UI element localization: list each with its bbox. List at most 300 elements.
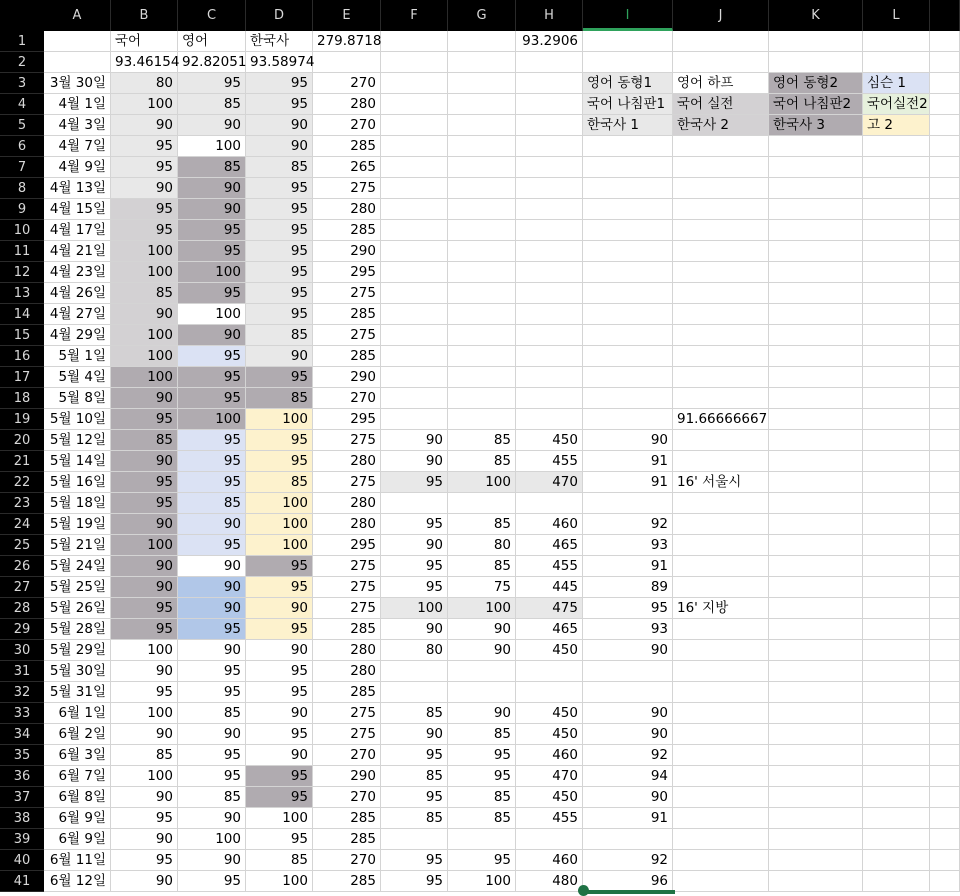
cell-j29[interactable] (673, 619, 769, 640)
cell-b9[interactable]: 95 (111, 199, 178, 220)
cell-overflow[interactable] (930, 766, 960, 787)
cell-h4[interactable] (516, 94, 583, 115)
cell-h33[interactable]: 450 (516, 703, 583, 724)
cell-b24[interactable]: 90 (111, 514, 178, 535)
cell-b5[interactable]: 90 (111, 115, 178, 136)
cell-i7[interactable] (583, 157, 673, 178)
cell-k41[interactable] (769, 871, 863, 892)
cell-h38[interactable]: 455 (516, 808, 583, 829)
cell-i34[interactable]: 90 (583, 724, 673, 745)
row-header[interactable]: 26 (0, 556, 44, 577)
cell-overflow[interactable] (930, 31, 960, 52)
cell-j35[interactable] (673, 745, 769, 766)
cell-i37[interactable]: 90 (583, 787, 673, 808)
row-header[interactable]: 39 (0, 829, 44, 850)
cell-a28[interactable]: 5월 26일 (44, 598, 111, 619)
cell-c19[interactable]: 100 (178, 409, 246, 430)
cell-d16[interactable]: 90 (246, 346, 313, 367)
row-header[interactable]: 23 (0, 493, 44, 514)
cell-j23[interactable] (673, 493, 769, 514)
cell-d32[interactable]: 95 (246, 682, 313, 703)
cell-g37[interactable]: 85 (448, 787, 516, 808)
cell-overflow[interactable] (930, 199, 960, 220)
cell-k37[interactable] (769, 787, 863, 808)
cell-overflow[interactable] (930, 703, 960, 724)
cell-k24[interactable] (769, 514, 863, 535)
cell-f37[interactable]: 95 (381, 787, 448, 808)
cell-f29[interactable]: 90 (381, 619, 448, 640)
cell-e12[interactable]: 295 (313, 262, 381, 283)
cell-b2[interactable]: 93.46154 (111, 52, 178, 73)
cell-c38[interactable]: 90 (178, 808, 246, 829)
cell-i17[interactable] (583, 367, 673, 388)
row-header[interactable]: 7 (0, 157, 44, 178)
cell-j6[interactable] (673, 136, 769, 157)
cell-h3[interactable] (516, 73, 583, 94)
cell-k30[interactable] (769, 640, 863, 661)
cell-h17[interactable] (516, 367, 583, 388)
cell-g22[interactable]: 100 (448, 472, 516, 493)
cell-e40[interactable]: 270 (313, 850, 381, 871)
cell-e8[interactable]: 275 (313, 178, 381, 199)
row-header[interactable]: 31 (0, 661, 44, 682)
row-header[interactable]: 6 (0, 136, 44, 157)
cell-f7[interactable] (381, 157, 448, 178)
cell-b13[interactable]: 85 (111, 283, 178, 304)
cell-i29[interactable]: 93 (583, 619, 673, 640)
row-header[interactable]: 21 (0, 451, 44, 472)
cell-f15[interactable] (381, 325, 448, 346)
cell-e15[interactable]: 275 (313, 325, 381, 346)
cell-a10[interactable]: 4월 17일 (44, 220, 111, 241)
cell-b14[interactable]: 90 (111, 304, 178, 325)
cell-h37[interactable]: 450 (516, 787, 583, 808)
cell-d1[interactable]: 한국사 (246, 31, 313, 52)
row-header[interactable]: 41 (0, 871, 44, 892)
cell-f6[interactable] (381, 136, 448, 157)
cell-a37[interactable]: 6월 8일 (44, 787, 111, 808)
cell-f4[interactable] (381, 94, 448, 115)
cell-j28[interactable]: 16' 지방 (673, 598, 769, 619)
cell-d2[interactable]: 93.58974 (246, 52, 313, 73)
row-header[interactable]: 36 (0, 766, 44, 787)
cell-i2[interactable] (583, 52, 673, 73)
cell-b41[interactable]: 90 (111, 871, 178, 892)
cell-b6[interactable]: 95 (111, 136, 178, 157)
cell-g8[interactable] (448, 178, 516, 199)
cell-l2[interactable] (863, 52, 930, 73)
cell-c5[interactable]: 90 (178, 115, 246, 136)
cell-i26[interactable]: 91 (583, 556, 673, 577)
cell-f18[interactable] (381, 388, 448, 409)
column-header-e[interactable]: E (313, 0, 381, 31)
cell-a22[interactable]: 5월 16일 (44, 472, 111, 493)
cell-c4[interactable]: 85 (178, 94, 246, 115)
cell-d10[interactable]: 95 (246, 220, 313, 241)
row-header[interactable]: 35 (0, 745, 44, 766)
cell-g19[interactable] (448, 409, 516, 430)
cell-h31[interactable] (516, 661, 583, 682)
cell-h7[interactable] (516, 157, 583, 178)
cell-f28[interactable]: 100 (381, 598, 448, 619)
cell-e29[interactable]: 285 (313, 619, 381, 640)
cell-a35[interactable]: 6월 3일 (44, 745, 111, 766)
cell-d29[interactable]: 95 (246, 619, 313, 640)
cell-overflow[interactable] (930, 367, 960, 388)
cell-d34[interactable]: 95 (246, 724, 313, 745)
cell-h14[interactable] (516, 304, 583, 325)
cell-a5[interactable]: 4월 3일 (44, 115, 111, 136)
cell-g13[interactable] (448, 283, 516, 304)
cell-c34[interactable]: 90 (178, 724, 246, 745)
cell-b4[interactable]: 100 (111, 94, 178, 115)
cell-a9[interactable]: 4월 15일 (44, 199, 111, 220)
cell-l10[interactable] (863, 220, 930, 241)
cell-b34[interactable]: 90 (111, 724, 178, 745)
cell-overflow[interactable] (930, 808, 960, 829)
cell-i38[interactable]: 91 (583, 808, 673, 829)
cell-overflow[interactable] (930, 346, 960, 367)
cell-j17[interactable] (673, 367, 769, 388)
cell-c15[interactable]: 90 (178, 325, 246, 346)
cell-k13[interactable] (769, 283, 863, 304)
cell-f31[interactable] (381, 661, 448, 682)
cell-f38[interactable]: 85 (381, 808, 448, 829)
cell-overflow[interactable] (930, 451, 960, 472)
cell-overflow[interactable] (930, 262, 960, 283)
cell-overflow[interactable] (930, 220, 960, 241)
cell-k34[interactable] (769, 724, 863, 745)
cell-overflow[interactable] (930, 52, 960, 73)
cell-overflow[interactable] (930, 73, 960, 94)
cell-f17[interactable] (381, 367, 448, 388)
cell-e1[interactable]: 279.8718 (313, 31, 381, 52)
cell-b23[interactable]: 95 (111, 493, 178, 514)
cell-c26[interactable]: 90 (178, 556, 246, 577)
cell-l20[interactable] (863, 430, 930, 451)
cell-d35[interactable]: 90 (246, 745, 313, 766)
cell-c11[interactable]: 95 (178, 241, 246, 262)
cell-k25[interactable] (769, 535, 863, 556)
cell-l13[interactable] (863, 283, 930, 304)
cell-b30[interactable]: 100 (111, 640, 178, 661)
cell-l15[interactable] (863, 325, 930, 346)
cell-g14[interactable] (448, 304, 516, 325)
cell-overflow[interactable] (930, 136, 960, 157)
cell-c22[interactable]: 95 (178, 472, 246, 493)
cell-h19[interactable] (516, 409, 583, 430)
cell-e33[interactable]: 275 (313, 703, 381, 724)
cell-l7[interactable] (863, 157, 930, 178)
select-all-corner[interactable] (0, 0, 44, 31)
cell-k11[interactable] (769, 241, 863, 262)
cell-a18[interactable]: 5월 8일 (44, 388, 111, 409)
cell-d5[interactable]: 90 (246, 115, 313, 136)
cell-c18[interactable]: 95 (178, 388, 246, 409)
cell-j24[interactable] (673, 514, 769, 535)
cell-a27[interactable]: 5월 25일 (44, 577, 111, 598)
cell-e4[interactable]: 280 (313, 94, 381, 115)
cell-overflow[interactable] (930, 115, 960, 136)
cell-e28[interactable]: 275 (313, 598, 381, 619)
cell-l8[interactable] (863, 178, 930, 199)
cell-g33[interactable]: 90 (448, 703, 516, 724)
cell-l1[interactable] (863, 31, 930, 52)
cell-overflow[interactable] (930, 388, 960, 409)
cell-h27[interactable]: 445 (516, 577, 583, 598)
cell-overflow[interactable] (930, 850, 960, 871)
cell-i9[interactable] (583, 199, 673, 220)
cell-a33[interactable]: 6월 1일 (44, 703, 111, 724)
cell-l32[interactable] (863, 682, 930, 703)
cell-j21[interactable] (673, 451, 769, 472)
cell-b1[interactable]: 국어 (111, 31, 178, 52)
cell-d22[interactable]: 85 (246, 472, 313, 493)
cell-g5[interactable] (448, 115, 516, 136)
cell-overflow[interactable] (930, 745, 960, 766)
cell-l16[interactable] (863, 346, 930, 367)
cell-b12[interactable]: 100 (111, 262, 178, 283)
cell-g17[interactable] (448, 367, 516, 388)
cell-g15[interactable] (448, 325, 516, 346)
cell-e35[interactable]: 270 (313, 745, 381, 766)
cell-overflow[interactable] (930, 598, 960, 619)
cell-i11[interactable] (583, 241, 673, 262)
cell-c13[interactable]: 95 (178, 283, 246, 304)
cell-e5[interactable]: 270 (313, 115, 381, 136)
cell-d17[interactable]: 95 (246, 367, 313, 388)
row-header[interactable]: 17 (0, 367, 44, 388)
cell-overflow[interactable] (930, 241, 960, 262)
cell-e37[interactable]: 270 (313, 787, 381, 808)
cell-k7[interactable] (769, 157, 863, 178)
cell-k38[interactable] (769, 808, 863, 829)
cell-i15[interactable] (583, 325, 673, 346)
cell-l21[interactable] (863, 451, 930, 472)
cell-j19[interactable]: 91.66666667 (673, 409, 769, 430)
cell-j20[interactable] (673, 430, 769, 451)
cell-e17[interactable]: 290 (313, 367, 381, 388)
row-header[interactable]: 38 (0, 808, 44, 829)
cell-g35[interactable]: 95 (448, 745, 516, 766)
cell-i32[interactable] (583, 682, 673, 703)
cell-overflow[interactable] (930, 430, 960, 451)
cell-k18[interactable] (769, 388, 863, 409)
cell-c7[interactable]: 85 (178, 157, 246, 178)
cell-a25[interactable]: 5월 21일 (44, 535, 111, 556)
cell-h24[interactable]: 460 (516, 514, 583, 535)
row-header[interactable]: 1 (0, 31, 44, 52)
cell-c30[interactable]: 90 (178, 640, 246, 661)
cell-g20[interactable]: 85 (448, 430, 516, 451)
cell-j31[interactable] (673, 661, 769, 682)
cell-d31[interactable]: 95 (246, 661, 313, 682)
cell-h29[interactable]: 465 (516, 619, 583, 640)
cell-l9[interactable] (863, 199, 930, 220)
cell-i20[interactable]: 90 (583, 430, 673, 451)
cell-h9[interactable] (516, 199, 583, 220)
cell-b40[interactable]: 95 (111, 850, 178, 871)
cell-g1[interactable] (448, 31, 516, 52)
cell-j10[interactable] (673, 220, 769, 241)
cell-i31[interactable] (583, 661, 673, 682)
row-header[interactable]: 11 (0, 241, 44, 262)
cell-a14[interactable]: 4월 27일 (44, 304, 111, 325)
row-header[interactable]: 33 (0, 703, 44, 724)
cell-i41[interactable]: 96 (583, 871, 673, 892)
cell-k26[interactable] (769, 556, 863, 577)
cell-i16[interactable] (583, 346, 673, 367)
row-header[interactable]: 13 (0, 283, 44, 304)
cell-c21[interactable]: 95 (178, 451, 246, 472)
cell-overflow[interactable] (930, 640, 960, 661)
cell-i3[interactable]: 영어 동형1 (583, 73, 673, 94)
cell-i6[interactable] (583, 136, 673, 157)
cell-c28[interactable]: 90 (178, 598, 246, 619)
cell-l19[interactable] (863, 409, 930, 430)
cell-b35[interactable]: 85 (111, 745, 178, 766)
cell-f25[interactable]: 90 (381, 535, 448, 556)
cell-c39[interactable]: 100 (178, 829, 246, 850)
cell-k5[interactable]: 한국사 3 (769, 115, 863, 136)
cell-e31[interactable]: 280 (313, 661, 381, 682)
cell-h13[interactable] (516, 283, 583, 304)
cell-d28[interactable]: 90 (246, 598, 313, 619)
cell-f27[interactable]: 95 (381, 577, 448, 598)
cell-d23[interactable]: 100 (246, 493, 313, 514)
cell-d18[interactable]: 85 (246, 388, 313, 409)
cell-d30[interactable]: 90 (246, 640, 313, 661)
cell-i21[interactable]: 91 (583, 451, 673, 472)
cell-l27[interactable] (863, 577, 930, 598)
cell-g2[interactable] (448, 52, 516, 73)
cell-j22[interactable]: 16' 서울시 (673, 472, 769, 493)
cell-d8[interactable]: 95 (246, 178, 313, 199)
cell-b18[interactable]: 90 (111, 388, 178, 409)
cell-l18[interactable] (863, 388, 930, 409)
cell-overflow[interactable] (930, 178, 960, 199)
cell-f24[interactable]: 95 (381, 514, 448, 535)
cell-c6[interactable]: 100 (178, 136, 246, 157)
cell-d39[interactable]: 95 (246, 829, 313, 850)
row-header[interactable]: 19 (0, 409, 44, 430)
row-header[interactable]: 10 (0, 220, 44, 241)
cell-g34[interactable]: 85 (448, 724, 516, 745)
cell-i22[interactable]: 91 (583, 472, 673, 493)
cell-e27[interactable]: 275 (313, 577, 381, 598)
cell-f39[interactable] (381, 829, 448, 850)
row-header[interactable]: 34 (0, 724, 44, 745)
cell-b31[interactable]: 90 (111, 661, 178, 682)
cell-e32[interactable]: 285 (313, 682, 381, 703)
cell-f22[interactable]: 95 (381, 472, 448, 493)
cell-j30[interactable] (673, 640, 769, 661)
cell-k15[interactable] (769, 325, 863, 346)
cell-a17[interactable]: 5월 4일 (44, 367, 111, 388)
cell-l24[interactable] (863, 514, 930, 535)
cell-l5[interactable]: 고 2 (863, 115, 930, 136)
cell-a40[interactable]: 6월 11일 (44, 850, 111, 871)
cell-g27[interactable]: 75 (448, 577, 516, 598)
cell-l14[interactable] (863, 304, 930, 325)
cell-l33[interactable] (863, 703, 930, 724)
cell-i4[interactable]: 국어 나침판1 (583, 94, 673, 115)
cell-h1[interactable]: 93.2906 (516, 31, 583, 52)
row-header[interactable]: 8 (0, 178, 44, 199)
cell-k2[interactable] (769, 52, 863, 73)
cell-k33[interactable] (769, 703, 863, 724)
cell-k40[interactable] (769, 850, 863, 871)
cell-f3[interactable] (381, 73, 448, 94)
column-header-j[interactable]: J (673, 0, 769, 31)
cell-d41[interactable]: 100 (246, 871, 313, 892)
cell-b29[interactable]: 95 (111, 619, 178, 640)
cell-overflow[interactable] (930, 514, 960, 535)
selection-handle-icon[interactable] (578, 885, 589, 896)
cell-d21[interactable]: 95 (246, 451, 313, 472)
cell-b25[interactable]: 100 (111, 535, 178, 556)
cell-e22[interactable]: 275 (313, 472, 381, 493)
cell-c29[interactable]: 95 (178, 619, 246, 640)
cell-d20[interactable]: 95 (246, 430, 313, 451)
cell-j18[interactable] (673, 388, 769, 409)
cell-g29[interactable]: 90 (448, 619, 516, 640)
cell-c20[interactable]: 95 (178, 430, 246, 451)
cell-l37[interactable] (863, 787, 930, 808)
cell-h18[interactable] (516, 388, 583, 409)
cell-j15[interactable] (673, 325, 769, 346)
cell-l34[interactable] (863, 724, 930, 745)
cell-g38[interactable]: 85 (448, 808, 516, 829)
cell-c27[interactable]: 90 (178, 577, 246, 598)
cell-f34[interactable]: 90 (381, 724, 448, 745)
cell-overflow[interactable] (930, 409, 960, 430)
row-header[interactable]: 25 (0, 535, 44, 556)
cell-c35[interactable]: 95 (178, 745, 246, 766)
cell-i36[interactable]: 94 (583, 766, 673, 787)
cell-f36[interactable]: 85 (381, 766, 448, 787)
cell-k29[interactable] (769, 619, 863, 640)
cell-d26[interactable]: 95 (246, 556, 313, 577)
cell-d27[interactable]: 95 (246, 577, 313, 598)
cell-e7[interactable]: 265 (313, 157, 381, 178)
row-header[interactable]: 24 (0, 514, 44, 535)
cell-l29[interactable] (863, 619, 930, 640)
cell-a21[interactable]: 5월 14일 (44, 451, 111, 472)
cell-k4[interactable]: 국어 나침판2 (769, 94, 863, 115)
cell-a39[interactable]: 6월 9일 (44, 829, 111, 850)
cell-i33[interactable]: 90 (583, 703, 673, 724)
cell-overflow[interactable] (930, 661, 960, 682)
cell-e30[interactable]: 280 (313, 640, 381, 661)
cell-c16[interactable]: 95 (178, 346, 246, 367)
cell-a41[interactable]: 6월 12일 (44, 871, 111, 892)
cell-l30[interactable] (863, 640, 930, 661)
cell-b36[interactable]: 100 (111, 766, 178, 787)
cell-c32[interactable]: 95 (178, 682, 246, 703)
cell-f30[interactable]: 80 (381, 640, 448, 661)
cell-d6[interactable]: 90 (246, 136, 313, 157)
cell-b38[interactable]: 95 (111, 808, 178, 829)
cell-k10[interactable] (769, 220, 863, 241)
cell-g3[interactable] (448, 73, 516, 94)
cell-f21[interactable]: 90 (381, 451, 448, 472)
cell-a31[interactable]: 5월 30일 (44, 661, 111, 682)
cell-f16[interactable] (381, 346, 448, 367)
cell-overflow[interactable] (930, 682, 960, 703)
cell-l31[interactable] (863, 661, 930, 682)
cell-e25[interactable]: 295 (313, 535, 381, 556)
